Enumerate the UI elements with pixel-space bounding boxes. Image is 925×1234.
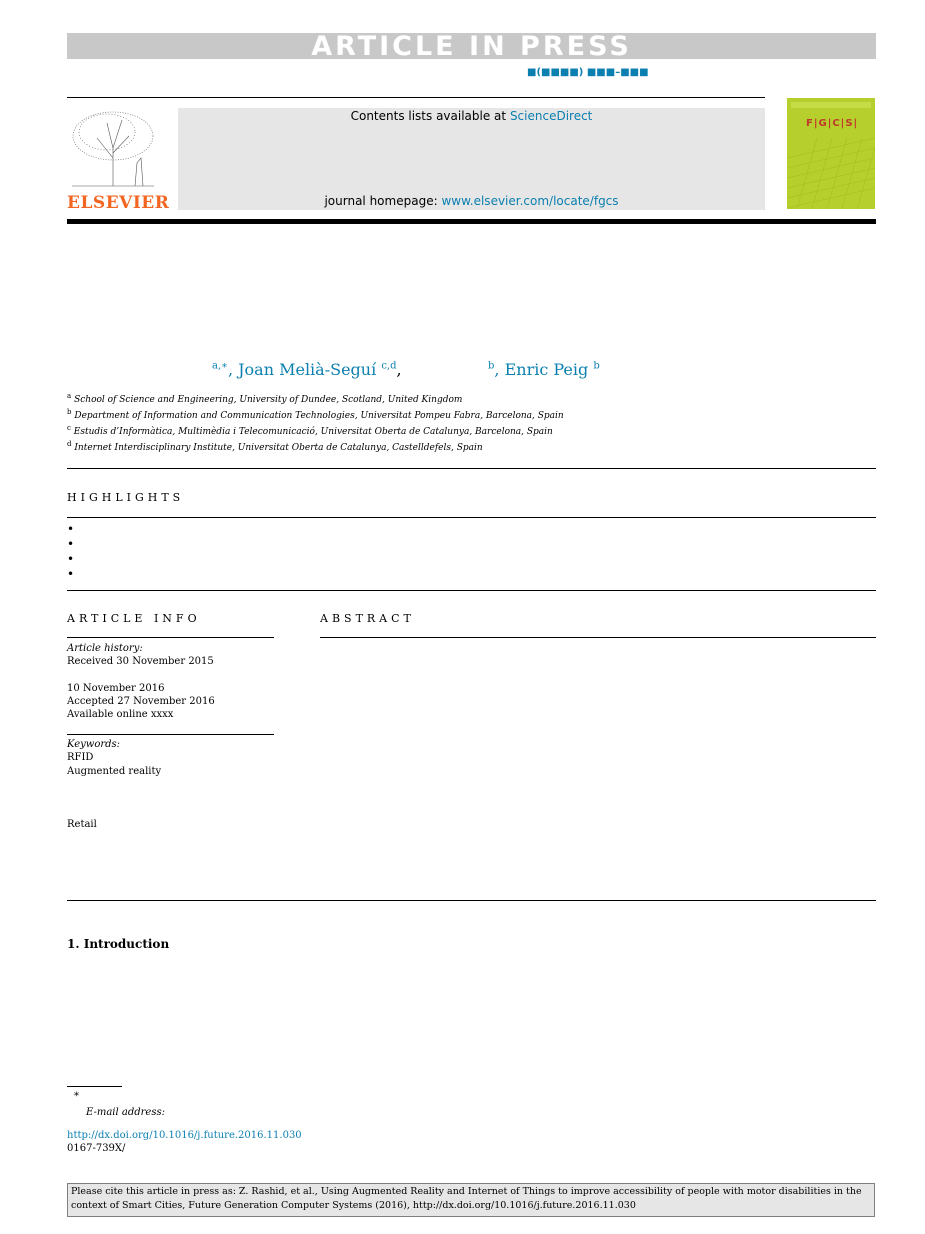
affiliation-b [67, 408, 564, 421]
page-reference: ■(■■■■) ■■■–■■■ [527, 67, 649, 78]
journal-homepage-link[interactable]: www.elsevier.com/locate/fgcs [441, 194, 619, 208]
author-list-cont [488, 360, 600, 379]
section-heading-introduction: 1. Introduction [67, 937, 170, 951]
affiliation-mark: b [67, 408, 72, 416]
affiliation-c [67, 424, 553, 437]
doi-link[interactable]: http://dx.doi.org/10.1016/j.future.2016.11.030 [67, 1130, 302, 1141]
author-2-affil: c,d [381, 360, 397, 372]
affiliation-text: Estudis d’Informàtica, Multimèdia i Telecomunicació, Universitat Oberta de Catalunya, Barcelona, Spain [73, 427, 553, 437]
affiliation-a [67, 392, 462, 405]
keyword: Augmented reality [67, 766, 162, 777]
online-date: Available online xxxx [67, 709, 174, 720]
article-in-press-banner: ARTICLE IN PRESS [311, 31, 632, 62]
divider [67, 517, 876, 518]
revised-date: 10 November 2016 [67, 683, 165, 694]
elsevier-tree-logo [67, 108, 159, 188]
highlight-bullet: • [67, 567, 75, 581]
divider [67, 468, 876, 469]
sciencedirect-link[interactable]: ScienceDirect [509, 109, 593, 123]
header-rule [67, 97, 765, 98]
author-list [212, 360, 402, 379]
contents-prefix: Contents lists available at [350, 109, 510, 123]
author-4-name[interactable]: , Enric Peig [494, 360, 589, 379]
header-thick-rule [67, 219, 876, 224]
keywords-label: Keywords: [67, 739, 121, 750]
cover-pattern [787, 98, 875, 209]
author-3-affil: b [488, 360, 495, 372]
author-4-affil: b [593, 360, 600, 372]
affiliation-mark: d [67, 440, 72, 448]
author-1-affil: a,∗ [212, 360, 228, 372]
divider [67, 590, 876, 591]
history-label: Article history: [67, 643, 143, 654]
article-info-heading: ARTICLE INFO [67, 612, 201, 625]
affiliation-mark: c [67, 424, 71, 432]
author-2-name[interactable]: , Joan Melià-Seguí [227, 360, 377, 379]
abstract-heading: ABSTRACT [320, 612, 415, 625]
footnote-rule [67, 1086, 122, 1087]
divider [320, 637, 876, 638]
divider [67, 900, 876, 901]
highlight-bullet: • [67, 552, 75, 566]
author-sep: , [396, 360, 402, 379]
citation-text: Please cite this article in press as: Z. Rashid, et al., Using Augmented Reality and Internet of Things to improve accessibility of people with motor disabilities in the context of Smart Cities, Future Generation Computer Systems (2016), http://dx.doi.org/10.1016/j.future.2016.11.030 [71, 1186, 862, 1211]
issn: 0167-739X/ [67, 1143, 126, 1154]
highlights-heading: HIGHLIGHTS [67, 491, 185, 504]
homepage-line [178, 194, 765, 208]
footnote-mark: * [74, 1091, 79, 1102]
accepted-date: Accepted 27 November 2016 [67, 696, 215, 707]
affiliation-mark: a [67, 392, 72, 400]
highlight-bullet: • [67, 537, 75, 551]
affiliation-text: Department of Information and Communication Technologies, Universitat Pompeu Fabra, Barcelona, Spain [74, 411, 564, 421]
contents-line [178, 109, 765, 123]
homepage-prefix: journal homepage: [324, 194, 442, 208]
affiliation-text: Internet Interdisciplinary Institute, Universitat Oberta de Catalunya, Castelldefels, Spain [74, 443, 483, 453]
divider [67, 637, 274, 638]
journal-cover [787, 98, 875, 209]
keyword: RFID [67, 752, 94, 763]
received-date: Received 30 November 2015 [67, 656, 214, 667]
cover-title: F|G|C|S| [806, 118, 859, 129]
keyword: Retail [67, 819, 97, 830]
email-label: E-mail address: [86, 1107, 165, 1118]
affiliation-d [67, 440, 483, 453]
divider [67, 734, 274, 735]
affiliation-text: School of Science and Engineering, University of Dundee, Scotland, United Kingdom [74, 395, 463, 405]
publisher-logo-text: ELSEVIER [67, 193, 170, 213]
highlight-bullet: • [67, 522, 75, 536]
